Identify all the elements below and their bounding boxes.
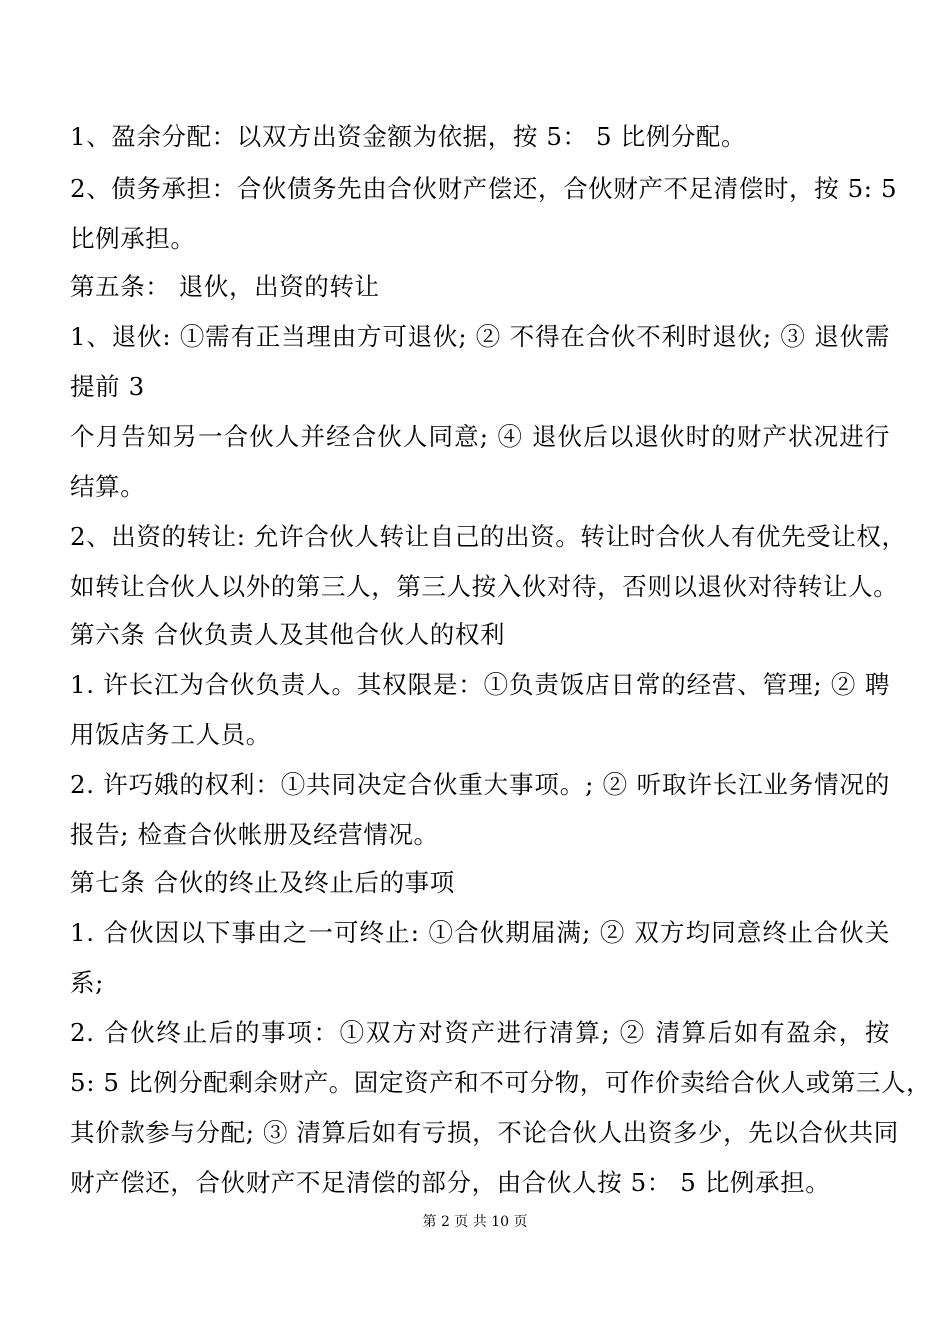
page-number-footer: 第 2 页 共 10 页 [422, 1214, 528, 1230]
text-line: 用饭店务工人员。 [70, 720, 271, 749]
text-line: 2、债务承担：合伙债务先由合伙财产偿还，合伙财产不足清偿时，按 5: 5 [70, 174, 898, 203]
text-line: 1. 许长江为合伙负责人。其权限是：①负责饭店日常的经营、管理; ② 聘 [70, 670, 890, 699]
text-line: 1、退伙: ①需有正当理由方可退伙; ② 不得在合伙不利时退伙; ③ 退伙需 [70, 322, 890, 351]
text-line: 1. 合伙因以下事由之一可终止: ①合伙期届满; ② 双方均同意终止合伙关 [70, 918, 890, 947]
text-line: 5: 5 比例分配剩余财产。固定资产和不可分物，可作价卖给合伙人或第三人， [70, 1068, 932, 1097]
text-line: 如转让合伙人以外的第三人，第三人按入伙对待，否则以退伙对待转让人。 [70, 572, 899, 601]
text-line: 提前 3 [70, 372, 145, 401]
text-line: 财产偿还，合伙财产不足清偿的部分，由合伙人按 5： 5 比例承担。 [70, 1168, 831, 1197]
text-line: 比例承担。 [70, 224, 196, 253]
section-heading: 第五条： 退伙，出资的转让 [70, 272, 380, 301]
text-line: 个月告知另一合伙人并经合伙人同意; ④ 退伙后以退伙时的财产状况进行 [70, 422, 890, 451]
text-line: 1、盈余分配：以双方出资金额为依据，按 5： 5 比例分配。 [70, 122, 747, 151]
section-heading: 第六条 合伙负责人及其他合伙人的权利 [70, 620, 506, 649]
text-line: 其价款参与分配; ③ 清算后如有亏损，不论合伙人出资多少，先以合伙共同 [70, 1118, 899, 1147]
text-line: 2、出资的转让: 允许合伙人转让自己的出资。转让时合伙人有优先受让权， [70, 522, 907, 551]
text-line: 报告; 检查合伙帐册及经营情况。 [70, 820, 439, 849]
text-line: 结算。 [70, 472, 146, 501]
text-line: 2. 许巧娥的权利：①共同决定合伙重大事项。; ② 听取许长江业务情况的 [70, 770, 890, 799]
text-line: 系; [70, 968, 104, 997]
section-heading: 第七条 合伙的终止及终止后的事项 [70, 868, 455, 897]
text-line: 2. 合伙终止后的事项：①双方对资产进行清算; ② 清算后如有盈余，按 [70, 1018, 890, 1047]
